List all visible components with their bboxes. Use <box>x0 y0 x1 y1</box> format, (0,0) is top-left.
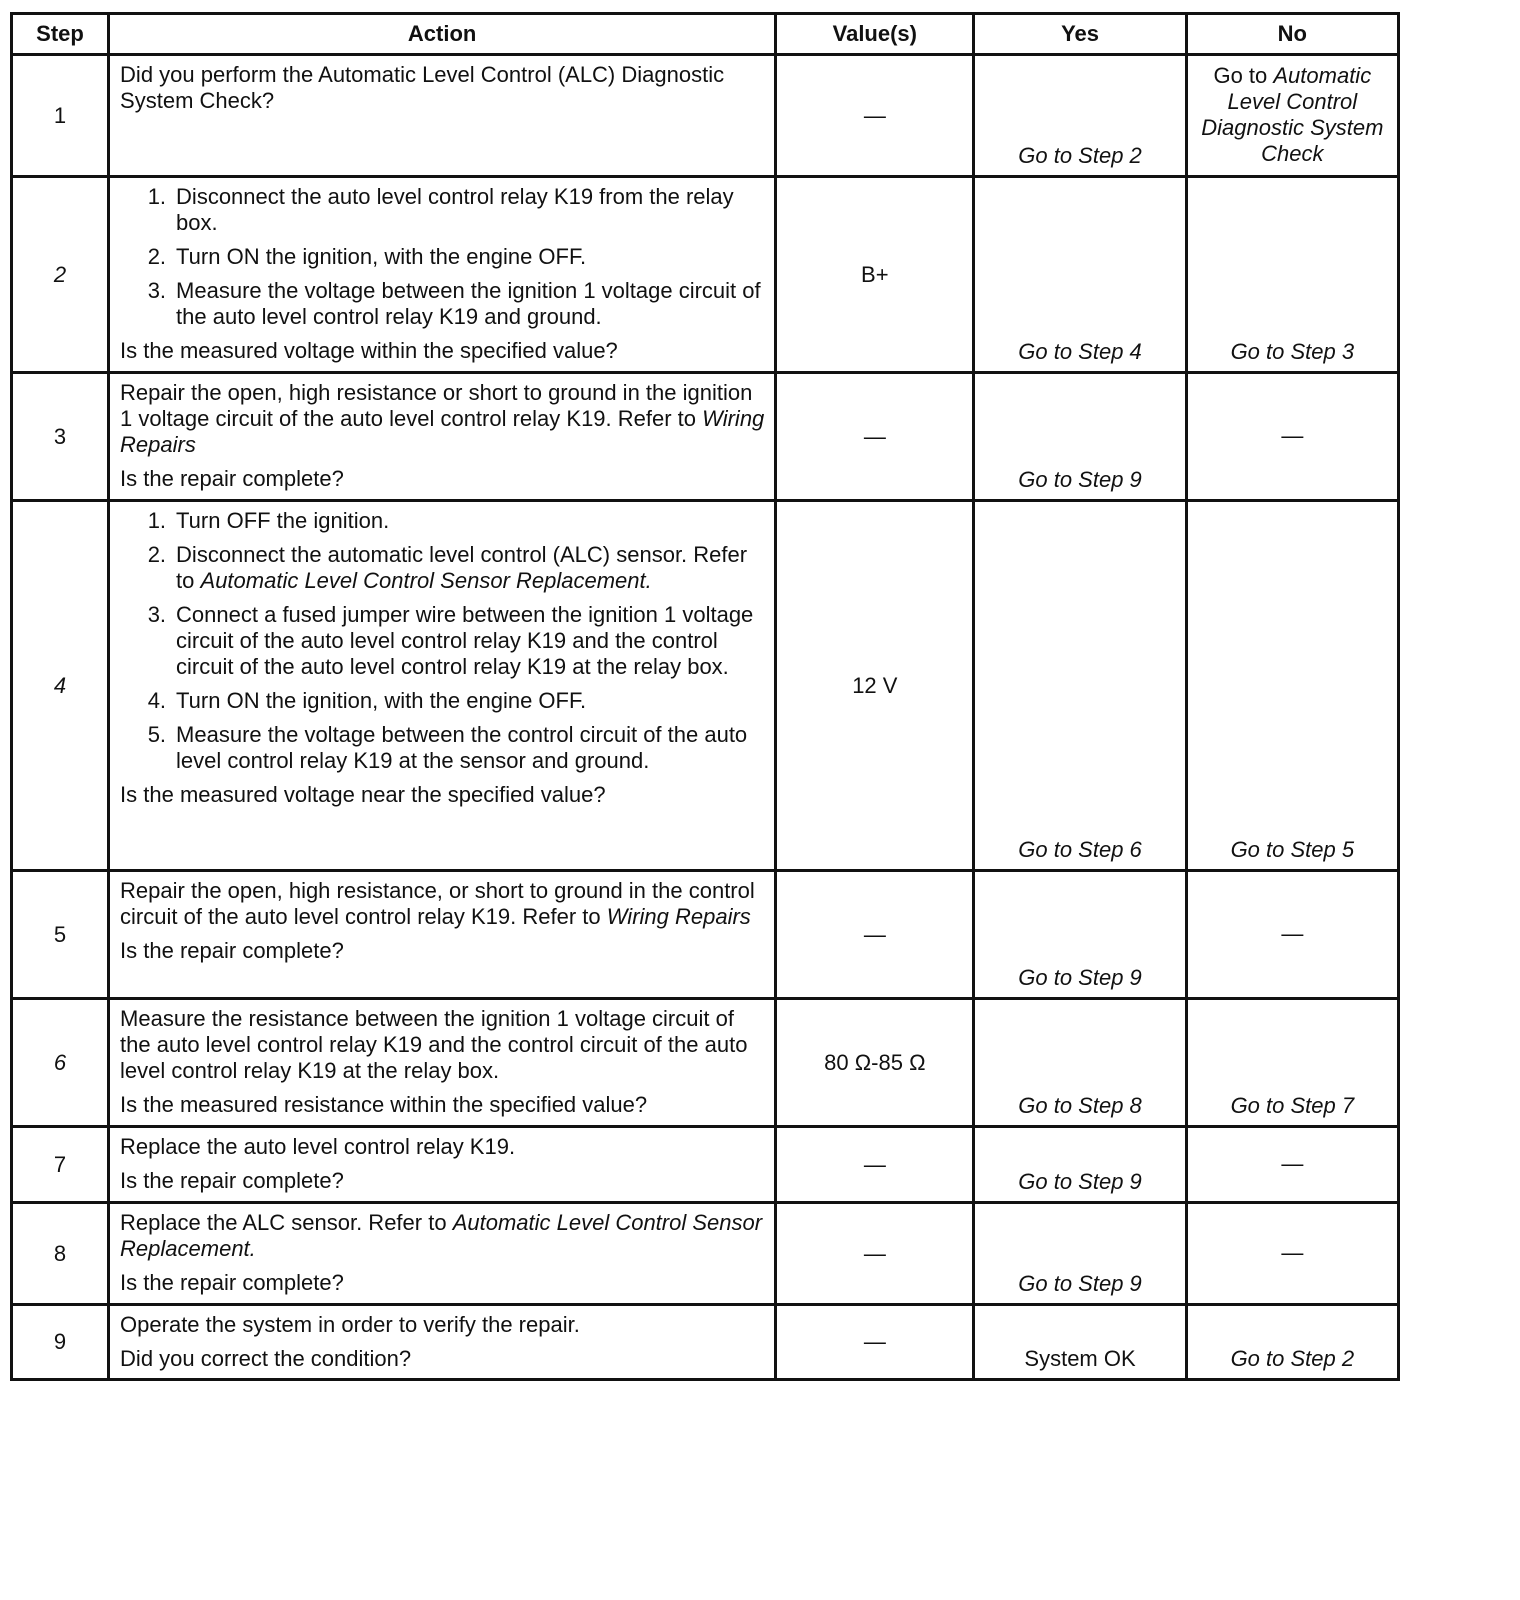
action-text <box>120 1210 766 1262</box>
header-values: Value(s) <box>776 14 974 55</box>
reference-link: Automatic Level Control Sensor Replacement. <box>200 568 652 593</box>
action-text-body: Replace the ALC sensor. Refer to <box>120 1210 453 1235</box>
item-text: Measure the voltage between the control circuit of the auto level control relay K19 at the sensor and ground. <box>176 722 748 773</box>
action-question: Is the repair complete? <box>120 938 344 963</box>
diagnostic-table <box>10 12 1400 1381</box>
action-cell <box>109 999 776 1127</box>
action-text-body: Repair the open, high resistance or short to ground in the ignition 1 voltage circuit of the auto level control relay K19. Refer to <box>120 380 753 431</box>
action-question: Is the measured resistance within the specified value? <box>120 1092 648 1117</box>
table-row-step-4 <box>12 501 1399 871</box>
yes-cell: Go to Step 6 <box>974 501 1186 871</box>
yes-cell: Go to Step 4 <box>974 177 1186 373</box>
item-text <box>176 542 766 594</box>
table-row-step-9 <box>12 1305 1399 1380</box>
header-action: Action <box>109 14 776 55</box>
action-step-item <box>120 602 766 680</box>
action-question: Is the measured voltage near the specified value? <box>120 782 606 807</box>
action-cell <box>109 1127 776 1203</box>
action-cell <box>109 55 776 177</box>
step-number: 4 <box>12 501 109 871</box>
value-cell: — <box>776 55 974 177</box>
action-cell <box>109 1203 776 1305</box>
table-row-step-3 <box>12 373 1399 501</box>
action-text: Replace the auto level control relay K19. <box>120 1134 516 1159</box>
item-text: Disconnect the auto level control relay K19 from the relay box. <box>176 184 734 235</box>
action-question: Did you correct the condition? <box>120 1346 412 1371</box>
step-number: 3 <box>12 373 109 501</box>
action-text-body: Repair the open, high resistance, or short to ground in the control circuit of the auto level control relay K19. Refer to <box>120 878 755 929</box>
action-cell <box>109 373 776 501</box>
item-number: 3. <box>147 602 167 627</box>
action-text: Measure the resistance between the ignition 1 voltage circuit of the auto level control relay K19 and the control circuit of the auto level control relay K19 at the relay box. <box>120 1006 748 1083</box>
value-cell: B+ <box>776 177 974 373</box>
yes-cell: Go to Step 9 <box>974 871 1186 999</box>
step-number: 9 <box>12 1305 109 1380</box>
header-no: No <box>1186 14 1398 55</box>
header-step: Step <box>12 14 109 55</box>
header-row <box>12 14 1399 55</box>
no-cell: Go to Step 3 <box>1186 177 1398 373</box>
action-step-item <box>120 722 766 774</box>
no-reference-link: Automatic Level Control Diagnostic System Check <box>1201 62 1384 166</box>
action-step-item <box>120 688 766 714</box>
action-text <box>120 878 766 930</box>
action-cell <box>109 871 776 999</box>
table-row-step-5 <box>12 871 1399 999</box>
item-number: 2. <box>147 244 167 269</box>
action-step-item <box>120 508 766 534</box>
value-cell: — <box>776 1305 974 1380</box>
item-number: 1. <box>147 508 167 533</box>
action-cell <box>109 501 776 871</box>
item-text: Turn ON the ignition, with the engine OFF. <box>176 244 587 269</box>
reference-link: Wiring Repairs <box>606 904 751 929</box>
no-cell: — <box>1186 373 1398 501</box>
table-row-step-1 <box>12 55 1399 177</box>
item-number: 1. <box>147 184 167 209</box>
action-text <box>120 380 766 458</box>
action-steps <box>120 184 766 330</box>
item-text: Connect a fused jumper wire between the ignition 1 voltage circuit of the auto level control relay K19 and the control circuit of the auto level control relay K19 at the relay box. <box>176 602 754 679</box>
action-text: Operate the system in order to verify the repair. <box>120 1312 580 1337</box>
item-text: Measure the voltage between the ignition 1 voltage circuit of the auto level control relay K19 and ground. <box>176 278 761 329</box>
yes-cell: Go to Step 9 <box>974 373 1186 501</box>
no-cell: Go to Step 5 <box>1186 501 1398 871</box>
item-number: 5. <box>147 722 167 747</box>
no-cell: Go to Step 7 <box>1186 999 1398 1127</box>
action-text: Did you perform the Automatic Level Control (ALC) Diagnostic System Check? <box>120 62 725 113</box>
action-step-item <box>120 244 766 270</box>
yes-cell: Go to Step 9 <box>974 1203 1186 1305</box>
no-cell: — <box>1186 871 1398 999</box>
action-question: Is the repair complete? <box>120 1168 344 1193</box>
step-number: 5 <box>12 871 109 999</box>
yes-cell: System OK <box>974 1305 1186 1380</box>
item-text-body: Disconnect the automatic level control (ALC) sensor. Refer to <box>176 542 748 593</box>
action-cell <box>109 1305 776 1380</box>
value-cell: — <box>776 1127 974 1203</box>
no-cell: Go to Step 2 <box>1186 1305 1398 1380</box>
no-cell: — <box>1186 1127 1398 1203</box>
action-question: Is the repair complete? <box>120 466 344 491</box>
action-step-item <box>120 184 766 236</box>
item-number: 3. <box>147 278 167 303</box>
table-row-step-2 <box>12 177 1399 373</box>
action-step-item <box>120 278 766 330</box>
action-question: Is the measured voltage within the specified value? <box>120 338 618 363</box>
action-steps <box>120 508 766 774</box>
item-text: Turn OFF the ignition. <box>176 508 390 533</box>
value-cell: 12 V <box>776 501 974 871</box>
yes-cell: Go to Step 2 <box>974 55 1186 177</box>
item-number: 4. <box>147 688 167 713</box>
yes-cell: Go to Step 8 <box>974 999 1186 1127</box>
step-number: 1 <box>12 55 109 177</box>
action-question: Is the repair complete? <box>120 1270 344 1295</box>
yes-cell: Go to Step 9 <box>974 1127 1186 1203</box>
step-number: 6 <box>12 999 109 1127</box>
no-cell: — <box>1186 1203 1398 1305</box>
action-step-item <box>120 542 766 594</box>
step-number: 7 <box>12 1127 109 1203</box>
reference-link: Wiring Repairs <box>120 406 765 457</box>
step-number: 8 <box>12 1203 109 1305</box>
header-yes: Yes <box>974 14 1186 55</box>
action-cell <box>109 177 776 373</box>
value-cell: — <box>776 871 974 999</box>
table-row-step-7 <box>12 1127 1399 1203</box>
table-row-step-8 <box>12 1203 1399 1305</box>
no-prefix: Go to <box>1213 62 1274 88</box>
value-cell: — <box>776 1203 974 1305</box>
item-text: Turn ON the ignition, with the engine OFF. <box>176 688 587 713</box>
no-cell <box>1186 55 1398 177</box>
item-number: 2. <box>147 542 167 567</box>
reference-link: Automatic Level Control Sensor Replacement. <box>120 1210 763 1261</box>
table-row-step-6 <box>12 999 1399 1127</box>
step-number: 2 <box>12 177 109 373</box>
value-cell: 80 Ω-85 Ω <box>776 999 974 1127</box>
value-cell: — <box>776 373 974 501</box>
